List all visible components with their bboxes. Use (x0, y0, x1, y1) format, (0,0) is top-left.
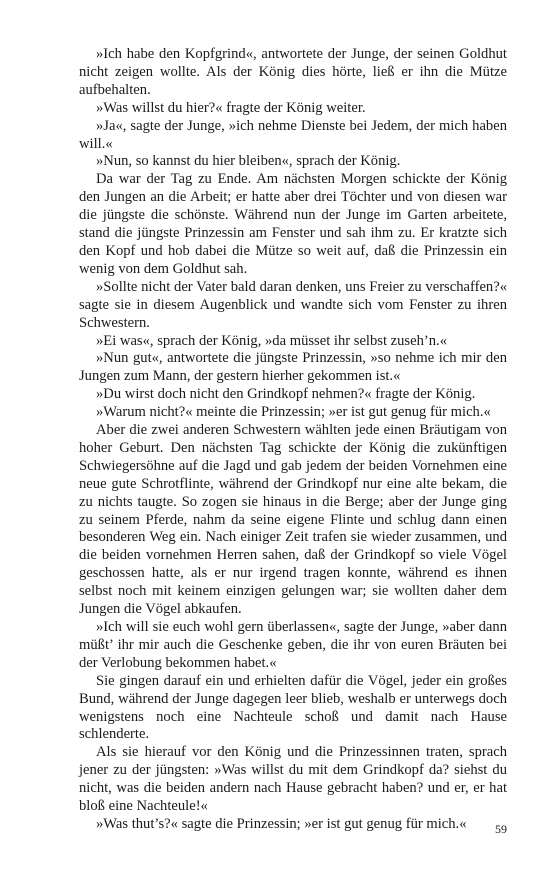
paragraph: Da war der Tag zu Ende. Am nächsten Morgen schickte der König den Jungen an die Arbeit; er hatte aber drei Töchter und von diesen war die jüngste die schönste. Während nun der Junge im Garten arbeitete, stand die jüngste Prinzessin am Fenster und sah ihm zu. Er kratzte sich den Kopf und hob dabei die Mütze so weit auf, daß die Prinzessin ein wenig von dem Goldhut sah. (79, 171, 507, 277)
paragraph: »Ja«, sagte der Junge, »ich nehme Dienste bei Jedem, der mich haben will.« (79, 117, 507, 152)
paragraph: »Ich will sie euch wohl gern überlassen«, sagte der Junge, »aber dann müßt’ ihr mir auch die Geschenke geben, die ihr von euren Bräuten bei der Verlobung bekommen habet.« (79, 619, 507, 671)
paragraph: »Was thut’s?« sagte die Prinzessin; »er ist gut genug für mich.« (96, 815, 467, 832)
paragraph: »Nun gut«, antwortete die jüngste Prinzessin, »so nehme ich mir den Jungen zum Mann, der gestern hierher gekommen ist.« (79, 350, 507, 385)
page-text-block (79, 46, 507, 834)
paragraph: Aber die zwei anderen Schwestern wählten jede einen Bräutigam von hoher Geburt. Den nächsten Tag schickte der König die zukünftigen Schwiegersöhne auf die Jagd und gab jedem der beiden Vornehmen eine neue gute Schrotflinte, während der Grindkopf nur eine alte bekam, die zu nichts taugte. So zogen sie hinaus in die Berge; aber der Junge ging zu seinem Pferde, nahm da seine eigene Flinte und schlug dann einen besonderen Weg ein. Nach einiger Zeit trafen sie wieder zusammen, und die beiden vornehmen Herren sahen, daß der Grindkopf so viele Vögel geschossen hatte, als er nur irgend tragen konnte, während es ihnen selbst noch mit keinem einzigen gelungen war; sie wollten daher dem Jungen die Vögel abkaufen. (79, 422, 507, 618)
paragraph: »Du wirst doch nicht den Grindkopf nehmen?« fragte der König. (96, 386, 476, 403)
paragraph: »Was willst du hier?« fragte der König weiter. (96, 99, 366, 116)
paragraph: »Ich habe den Kopfgrind«, antwortete der Junge, der seinen Goldhut nicht zeigen wollte. Als der König dies hörte, ließ er ihn die Mütze aufbehalten. (79, 46, 507, 98)
paragraph: »Warum nicht?« meinte die Prinzessin; »er ist gut genug für mich.« (96, 404, 491, 421)
paragraph: »Nun, so kannst du hier bleiben«, sprach der König. (96, 153, 401, 170)
page-number: 59 (495, 822, 507, 836)
paragraph: »Sollte nicht der Vater bald daran denken, uns Freier zu verschaffen?« sagte sie in diesem Augenblick und wandte sich vom Fenster zu ihren Schwestern. (79, 278, 507, 331)
paragraph: Als sie hierauf vor den König und die Prinzessinnen traten, sprach jener zu der jüngsten: »Was willst du mit dem Grindkopf da? siehst du nicht, was die beiden andern nach Hause gebracht haben? und er, er hat bloß eine Nachteule!« (79, 744, 507, 815)
paragraph: »Ei was«, sprach der König, »da müsset ihr selbst zuseh’n.« (96, 332, 447, 349)
paragraph: Sie gingen darauf ein und erhielten dafür die Vögel, jeder ein großes Bund, während der Junge dagegen leer blieb, weshalb er unterwegs doch wenigstens noch eine Nachteule schoß und damit nach Hause schlenderte. (79, 672, 507, 743)
